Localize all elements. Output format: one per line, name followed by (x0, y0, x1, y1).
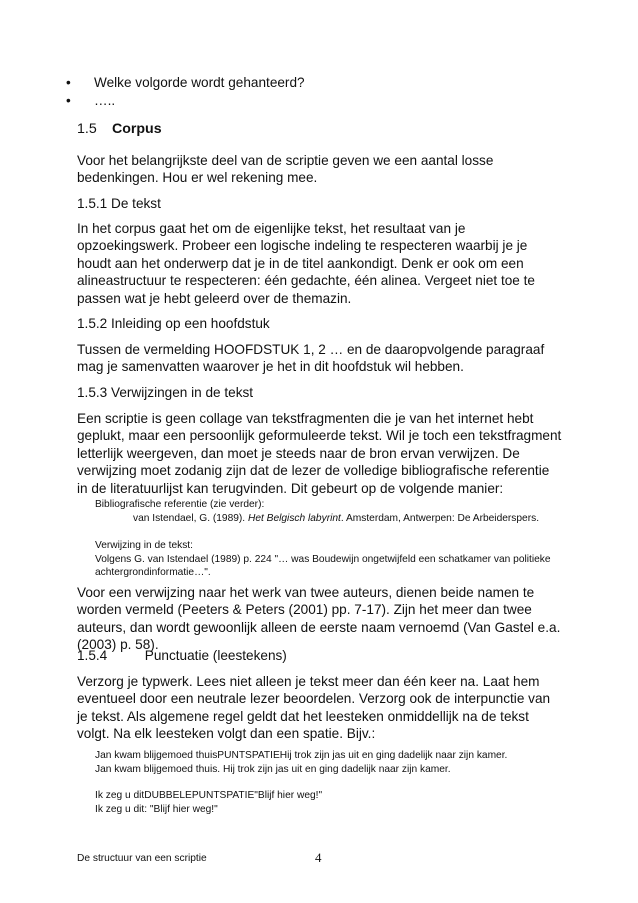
section-number: 1.5 (77, 121, 97, 137)
subsection-number: 1.5.4 (77, 648, 108, 663)
example-line: Ik zeg u dit: "Blijf hier weg!" (95, 803, 218, 815)
reference-author: van Istendael, G. (1989). (133, 512, 246, 524)
citation-text: Volgens G. van Istendael (1989) p. 224 "… was Boudewijn ongetwijfeld een schatkamer van politieke achtergrondinformatie…". (95, 553, 551, 578)
example-line: Ik zeg u ditDUBBELEPUNTSPATIE"Blijf hier weg!" (95, 790, 323, 801)
paragraph-153: Een scriptie is geen collage van tekstfragmenten die je van het internet hebt geplukt, maar een persoonlijk geformuleerde tekst. Wil je toch een tekstfragment letterlijk weergeven, dan moet je steeds naar de bron ervan verwijzen. De verwijzing moet zodanig zijn dat de lezer de volledige bibliografische referentie in de literatuurlijst kan terugvinden. Dit gebeurt op de volgende manier: (77, 411, 562, 496)
subsection-number: 1.5.1 (77, 196, 108, 211)
subsection-title: Verwijzingen in de tekst (111, 385, 254, 400)
citation-example (95, 539, 565, 580)
paragraph-151: In het corpus gaat het om de eigenlijke tekst, het resultaat van je opzoekingswerk. Probeer een logische indeling te respecteren waarbij je je houdt aan het onderwerp dat je in de titel aankondigt. Denk er ook om een alineastructuur te respecteren: één gedachte, één alinea. Vergeet niet toe te passen wat je hebt geleerd over de themazin. (77, 221, 535, 306)
subsection-heading-154 (77, 647, 287, 664)
subsection-heading-153 (77, 384, 253, 401)
subsection-heading-152 (77, 315, 270, 332)
bullet-icon: • (66, 93, 71, 108)
bullet-icon: • (66, 75, 71, 90)
section-title: Corpus (111, 121, 162, 137)
subsection-title: Punctuatie (leestekens) (144, 648, 287, 663)
reference-publisher: . Amsterdam, Antwerpen: De Arbeiderspers. (340, 512, 540, 524)
subsection-title: De tekst (111, 196, 161, 211)
paragraph-154: Verzorg je typwerk. Lees niet alleen je tekst meer dan één keer na. Laat hem eventueel door een neutrale lezer beoordelen. Verzorg ook de interpunctie van je tekst. Als algemene regel geldt dat het leesteken onmiddellijk na de tekst volgt. Na elk leesteken volgt dan een spatie. Bijv.: (77, 674, 551, 742)
bullet-list (66, 74, 305, 110)
subsection-number: 1.5.2 (77, 316, 108, 331)
punctuation-example-1 (95, 749, 565, 776)
paragraph-152: Tussen de vermelding HOOFDSTUK 1, 2 … en de daaropvolgende paragraaf mag je samenvatten waarover je het in dit hoofdstuk wil hebben. (77, 342, 545, 375)
list-item (66, 92, 305, 110)
example-line: Jan kwam blijgemoed thuis. Hij trok zijn jas uit en ging dadelijk naar zijn kamer. (95, 763, 451, 775)
footer-title: De structuur van een scriptie (77, 853, 207, 864)
subsection-number: 1.5.3 (77, 385, 108, 400)
citation-label: Verwijzing in de tekst: (95, 540, 193, 551)
reference-label: Bibliografische referentie (zie verder): (95, 499, 265, 510)
bullet-text: ….. (94, 93, 116, 108)
page-number: 4 (315, 850, 322, 865)
reference-title: Het Belgisch labyrint (247, 512, 341, 524)
subsection-heading-151 (77, 195, 161, 212)
paragraph-153-continued: Voor een verwijzing naar het werk van twee auteurs, dienen beide namen te worden vermeld (Peeters & Peters (2001) pp. 7-17). Zijn het meer dan twee auteurs, dan wordt gewoonlijk alleen de eerste naam vernoemd (Van Gastel e.a. (2003) p. 58). (77, 585, 561, 653)
punctuation-example-2 (95, 789, 565, 816)
list-item (66, 74, 305, 92)
reference-entry (95, 512, 565, 526)
intro-paragraph: Voor het belangrijkste deel van de scriptie geven we een aantal losse bedenkingen. Hou er wel rekening mee. (77, 153, 494, 186)
section-heading (77, 121, 162, 137)
subsection-title: Inleiding op een hoofdstuk (111, 316, 270, 331)
bibliographic-example (95, 498, 565, 525)
example-line: Jan kwam blijgemoed thuisPUNTSPATIEHij trok zijn jas uit en ging dadelijk naar zijn kamer. (95, 750, 508, 761)
bullet-text: Welke volgorde wordt gehanteerd? (94, 75, 305, 90)
